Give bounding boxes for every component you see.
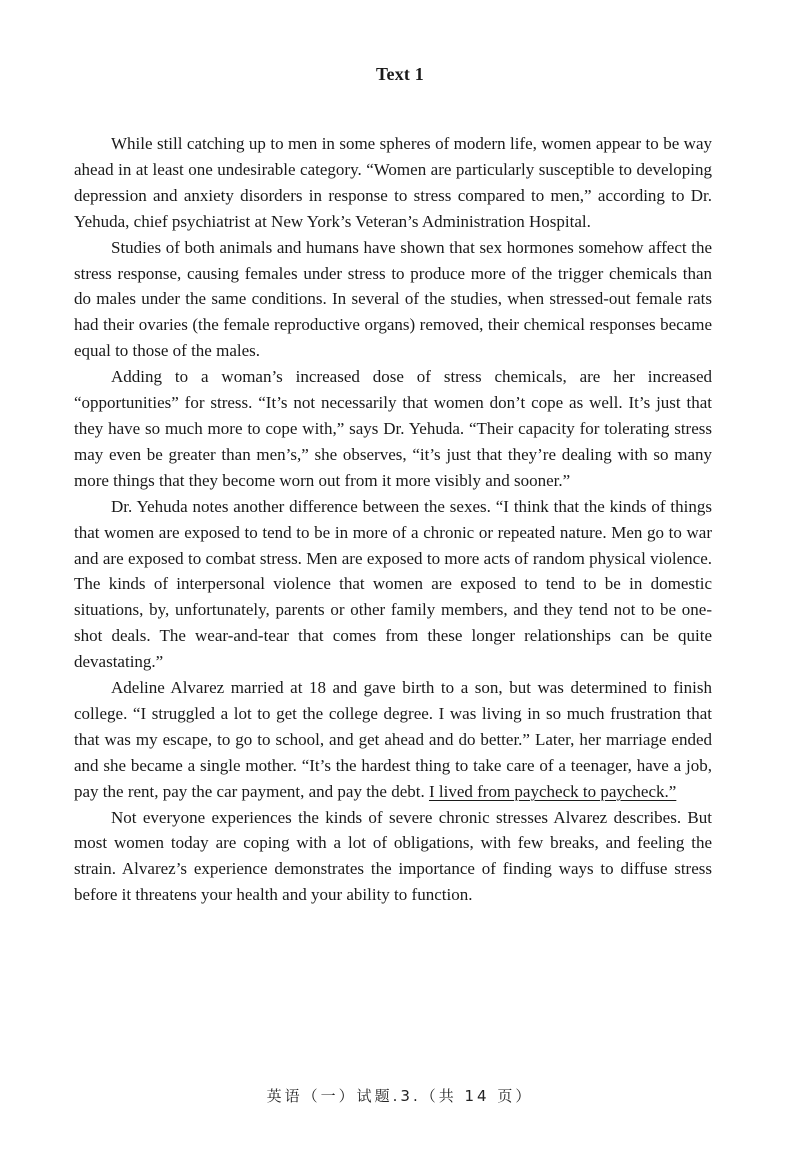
paragraph-5 <box>74 675 712 805</box>
paragraph-3: Adding to a woman’s increased dose of stress chemicals, are her increased “opportunities” for stress. “It’s not necessarily that women don’t cope as well. It’s just that they have so much more to cope with,” says Dr. Yehuda. “Their capacity for tolerating stress may even be greater than men’s,” she observes, “it’s just that they’re dealing with so many more things that they become worn out from it more visibly and sooner.” <box>74 367 712 490</box>
paragraph-1: While still catching up to men in some spheres of modern life, women appear to be way ahead in at least one undesirable category. “Women are particularly susceptible to developing depression and anxiety disorders in response to stress compared to men,” according to Dr. Yehuda, chief psychiatrist at New York’s Veteran’s Administration Hospital. <box>74 134 712 231</box>
underlined-quote: I lived from paycheck to paycheck.” <box>428 781 677 801</box>
paragraph-4: Dr. Yehuda notes another difference between the sexes. “I think that the kinds of things that women are exposed to tend to be in more of a chronic or repeated nature. Men go to war and are exposed to combat stress. Men are exposed to more acts of random physical violence. The kinds of interpersonal violence that women are exposed to tend to be in domestic situations, by, unfortunately, parents or other family members, and they tend not to be one-shot deals. The wear-and-tear that comes from these longer relationships can be quite devastating.” <box>74 496 712 672</box>
text-title: Text 1 <box>375 64 425 84</box>
paragraph-6: Not everyone experiences the kinds of severe chronic stresses Alvarez describes. But most women today are coping with a lot of obligations, with few breaks, and feeling the strain. Alvarez’s experience demonstrates the importance of finding ways to diffuse stress before it threatens your health and your ability to function. <box>74 807 712 905</box>
paragraph-2: Studies of both animals and humans have shown that sex hormones somehow affect the stress response, causing females under stress to produce more of the trigger chemicals than do males under the same conditions. In several of the studies, when stressed-out female rats had their ovaries (the female reproductive organs) removed, their chemical responses became equal to those of the males. <box>74 237 712 361</box>
paragraph-5-text: Adeline Alvarez married at 18 and gave birth to a son, but was determined to finish college. “I struggled a lot to get the college degree. I was living in so much frustration that that was my escape, to go to school, and get ahead and do better.” Later, her marriage ended and she became a single mother. “It’s the hardest thing to take care of a teenager, have a job, pay the rent, pay the car payment, and pay the debt. <box>74 678 712 801</box>
article-body <box>74 131 712 908</box>
page-footer: 英语（一）试题.3.（共 14 页） <box>266 1087 534 1105</box>
